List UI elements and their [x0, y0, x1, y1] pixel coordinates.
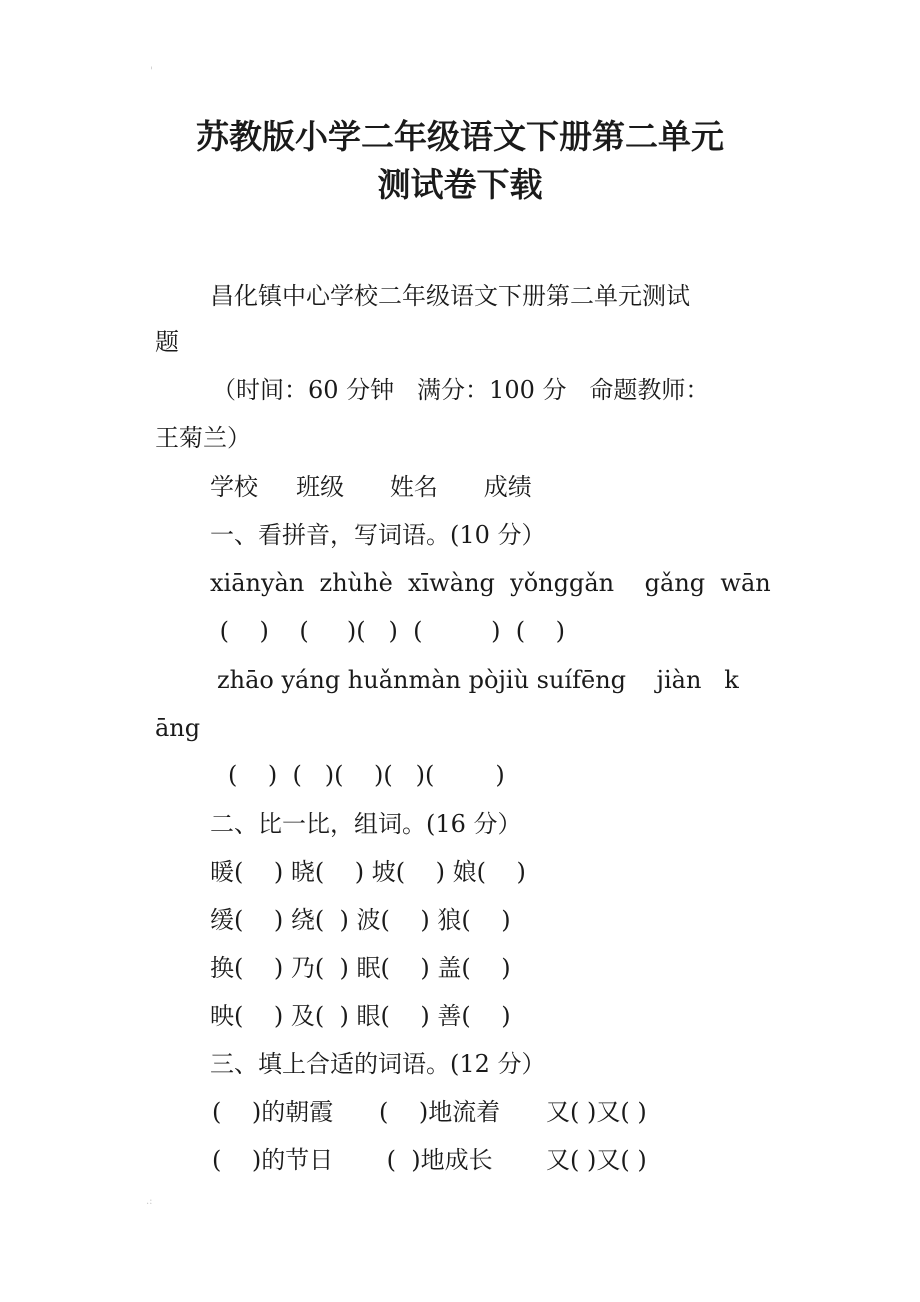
pinyin-row-2-wrap: āng — [155, 714, 201, 742]
corner-mark-top: ' — [150, 66, 153, 77]
page-title-line1: 苏教版小学二年级语文下册第二单元 — [196, 117, 724, 156]
fill-words-row-2: ( )的节日 ( )地成长 又( )又( ) — [212, 1146, 647, 1174]
exam-info-line1: （时间：60 分钟 满分：100 分 命题教师： — [212, 376, 710, 404]
pinyin-row-1: xiānyàn zhùhè xīwàng yǒnggǎn gǎng wān — [210, 569, 771, 597]
student-info-fields: 学校 班级 姓名 成绩 — [210, 473, 532, 501]
answer-blanks-row-1: ( ) ( )( ) ( ) ( ) — [212, 617, 566, 645]
compare-row-2: 缓( ) 绕( ) 波( ) 狼( ) — [210, 906, 511, 934]
section2-title: 二、比一比，组词。(16 分） — [210, 810, 522, 838]
page-title-line2: 测试卷下载 — [377, 165, 543, 204]
compare-row-1: 暖( ) 晓( ) 坡( ) 娘( ) — [210, 858, 526, 886]
exam-info-line2: 王菊兰） — [155, 424, 251, 452]
corner-mark-bottom: .: — [146, 1196, 153, 1207]
pinyin-row-2: zhāo yáng huǎnmàn pòjiù suífēng jiàn k — [217, 666, 739, 694]
fill-words-row-1: ( )的朝霞 ( )地流着 又( )又( ) — [212, 1098, 647, 1126]
section3-title: 三、填上合适的词语。(12 分） — [210, 1050, 546, 1078]
answer-blanks-row-2: ( ) ( )( )( )( ) — [228, 761, 505, 789]
section1-title: 一、看拼音，写词语。(10 分） — [210, 521, 546, 549]
compare-row-3: 换( ) 乃( ) 眠( ) 盖( ) — [210, 954, 511, 982]
exam-heading-line1: 昌化镇中心学校二年级语文下册第二单元测试 — [210, 282, 690, 310]
exam-heading-line2: 题 — [155, 328, 179, 356]
compare-row-4: 映( ) 及( ) 眼( ) 善( ) — [210, 1002, 511, 1030]
